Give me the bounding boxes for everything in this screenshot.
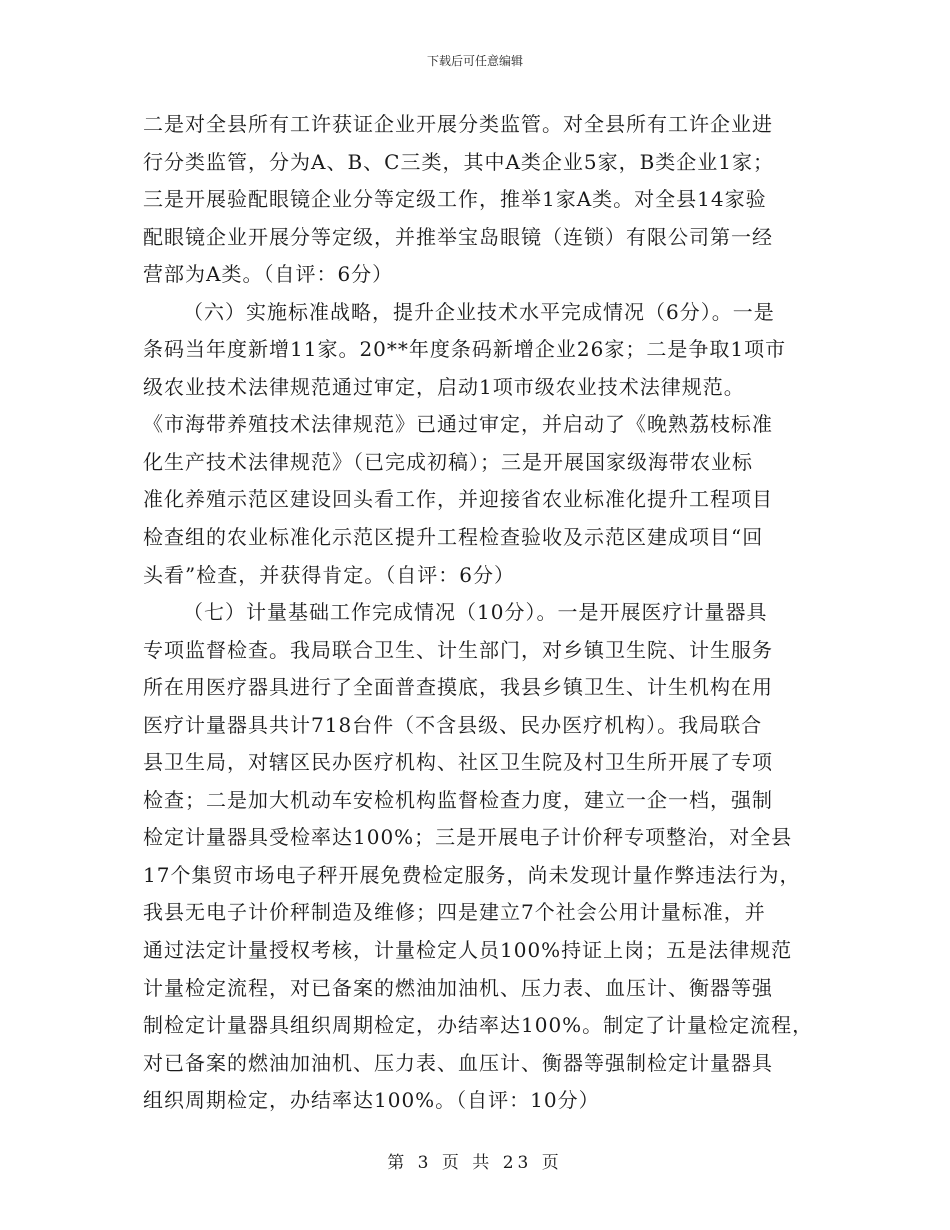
text-line: 医疗计量器具共计718台件（不含县级、民办医疗机构）。我局联合 [143, 712, 763, 737]
text-line: 级农业技术法律规范通过审定，启动1项市级农业技术法律规范。 [143, 374, 745, 399]
text-line: 二是对全县所有工许获证企业开展分类监管。对全县所有工许企业进 [143, 112, 773, 136]
text-line: 专项监督检查。我局联合卫生、计生部门，对乡镇卫生院、计生服务 [143, 637, 773, 662]
text-line: 三是开展验配眼镜企业分等定级工作，推举1家A类。对全县14家验 [143, 187, 767, 212]
text-line: 计量检定流程，对已备案的燃油加油机、压力表、血压计、衡器等强 [143, 975, 773, 1000]
text-line: 17个集贸市场电子秤开展免费检定服务，尚未发现计量作弊违法行为， [143, 862, 801, 887]
section-heading-line: （七）计量基础工作完成情况（10分）。一是开展医疗计量器具 [183, 600, 768, 625]
text-line: 条码当年度新增11家。20**年度条码新增企业26家；二是争取1项市 [143, 337, 787, 362]
document-body [143, 106, 813, 1120]
text-line: 检定计量器具受检率达100%；三是开展电子计价秤专项整治，对全县 [143, 825, 793, 850]
text-line: 检查；二是加大机动车安检机构监督检查力度，建立一企一档，强制 [143, 787, 773, 812]
text-line: 组织周期检定，办结率达100%。（自评：10分） [143, 1088, 600, 1113]
text-line: 配眼镜企业开展分等定级，并推举宝岛眼镜（连锁）有限公司第一经 [143, 224, 773, 249]
text-line: 对已备案的燃油加油机、压力表、血压计、衡器等强制检定计量器具 [143, 1050, 773, 1075]
text-line: 准化养殖示范区建设回头看工作，并迎接省农业标准化提升工程项目 [143, 487, 773, 512]
text-line: 头看”检查，并获得肯定。（自评：6分） [143, 562, 515, 587]
text-line: 制检定计量器具组织周期检定，办结率达100%。制定了计量检定流程， [143, 1013, 814, 1038]
page-number-footer: 第 3 页 共 23 页 [387, 1153, 563, 1173]
text-line: 《市海带养殖技术法律规范》已通过审定，并启动了《晚熟荔枝标准 [143, 412, 773, 437]
text-line: 县卫生局，对辖区民办医疗机构、社区卫生院及村卫生所开展了专项 [143, 750, 773, 775]
text-line: 通过法定计量授权考核，计量检定人员100%持证上岗；五是法律规范 [143, 938, 793, 963]
text-line: 营部为A类。（自评：6分） [143, 262, 394, 287]
section-heading-line: （六）实施标准战略，提升企业技术水平完成情况（6分）。一是 [183, 299, 775, 324]
text-line: 行分类监管，分为A、B、C三类，其中A类企业5家，B类企业1家； [143, 149, 775, 174]
text-line: 我县无电子计价秤制造及维修；四是建立7个社会公用计量标准，并 [143, 900, 766, 925]
text-line: 化生产技术法律规范》（已完成初稿）；三是开展国家级海带农业标 [143, 449, 753, 474]
text-line: 所在用医疗器具进行了全面普查摸底，我县乡镇卫生、计生机构在用 [143, 675, 773, 700]
text-line: 检查组的农业标准化示范区提升工程检查验收及示范区建成项目“回 [143, 525, 764, 550]
page-header: 下载后可任意编辑 [426, 54, 523, 68]
